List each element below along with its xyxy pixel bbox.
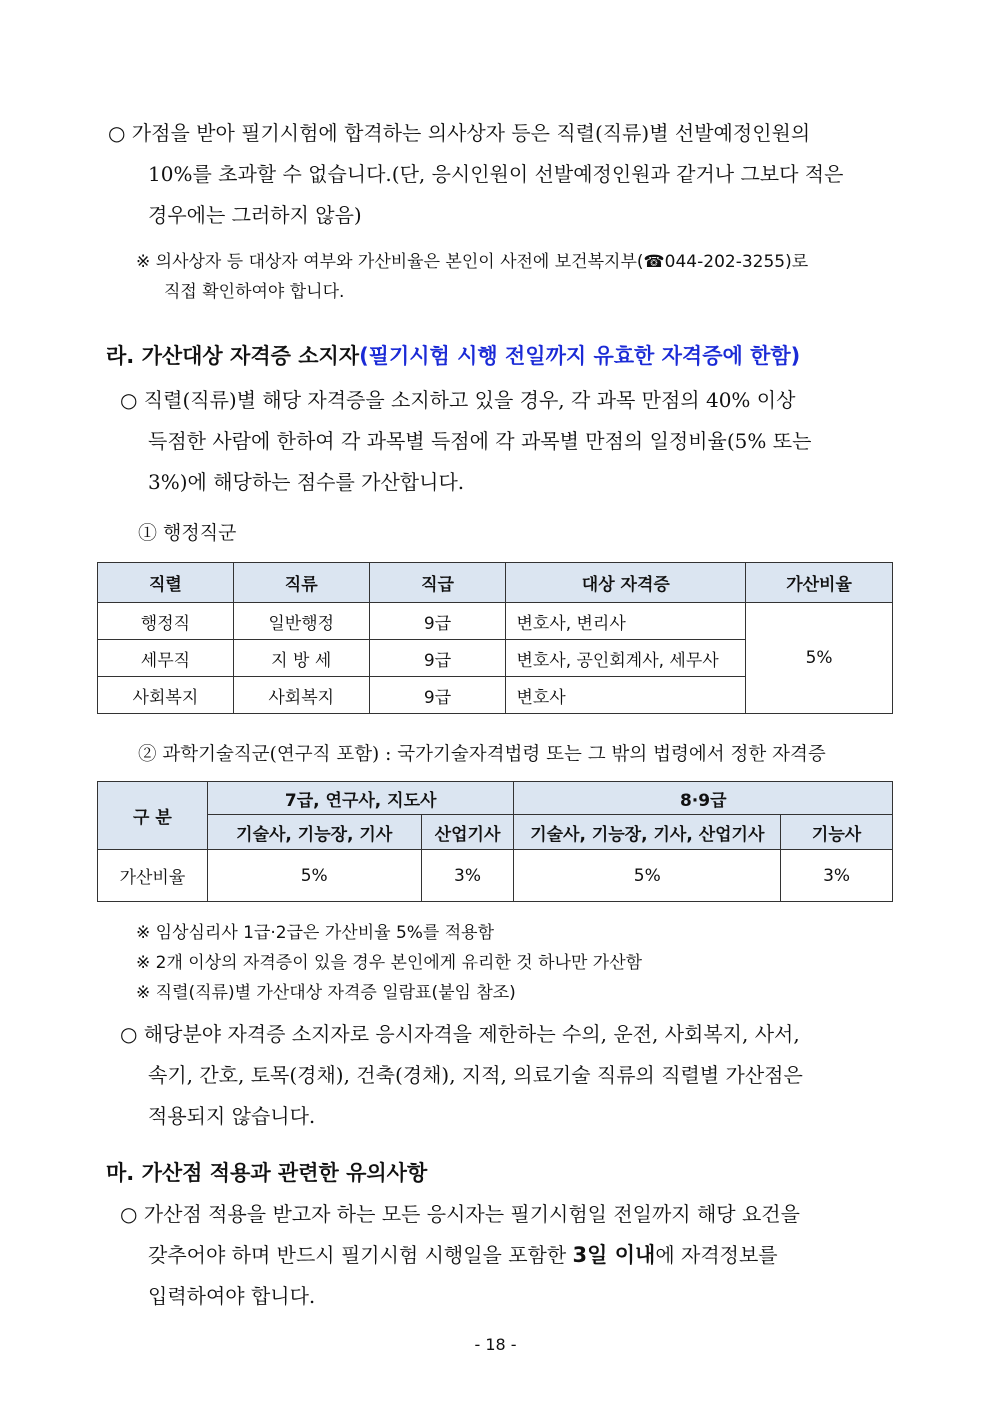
text-line: 속기, 간호, 토목(경채), 건축(경채), 지적, 의료기술 직류의 직렬별 가산점은 (148, 1063, 803, 1087)
table-cell: 9급 (369, 603, 506, 640)
note-line: 직접 확인하여야 합니다. (164, 282, 345, 302)
paragraph-merit-limit (108, 113, 896, 154)
table-cell: 변호사, 공인회계사, 세무사 (506, 640, 746, 677)
paragraph-cert-bonus-cont (148, 421, 896, 503)
text-segment: 에 자격정보를 (655, 1243, 778, 1267)
table-header: 직류 (233, 563, 369, 603)
table-cell: 5% (514, 850, 781, 902)
subheading-admin: ① 행정직군 (138, 522, 237, 544)
note-line: ※ 의사상자 등 대상자 여부와 가산비율은 본인이 사전에 보건복지부(☎044-202-3255)로 (136, 252, 809, 272)
table-science-certs (97, 781, 893, 902)
table-cell: 3% (421, 850, 514, 902)
table-cell: 세무직 (98, 640, 234, 677)
table-row-label: 가산비율 (98, 850, 208, 902)
table-header: 가산비율 (746, 563, 893, 603)
table-cell: 9급 (369, 677, 506, 714)
text-line: 적용되지 않습니다. (148, 1104, 316, 1128)
table-cell: 3% (781, 850, 893, 902)
text-line: 3%)에 해당하는 점수를 가산합니다. (148, 470, 465, 494)
text-line: ○ 가점을 받아 필기시험에 합격하는 의사상자 등은 직렬(직류)별 선발예정인원의 (108, 121, 811, 145)
table-cell: 사회복지 (233, 677, 369, 714)
text-line: 10%를 초과할 수 없습니다.(단, 응시인원이 선발예정인원과 같거나 그보다 적은 (148, 162, 844, 186)
note-line: ※ 2개 이상의 자격증이 있을 경우 본인에게 유리한 것 하나만 가산함 (136, 953, 643, 973)
section-heading-highlight: (필기시험 시행 전일까지 유효한 자격증에 한함) (359, 344, 801, 368)
note-verify (136, 247, 808, 307)
table-group-header: 7급, 연구사, 지도사 (207, 782, 514, 815)
table-row (98, 603, 893, 640)
section-heading-ra (106, 340, 800, 370)
table-cell: 9급 (369, 640, 506, 677)
table-subheader: 기술사, 기능장, 기사 (207, 815, 421, 850)
paragraph-cert-bonus (120, 380, 896, 421)
table-cell: 5% (207, 850, 421, 902)
table-header: 직급 (369, 563, 506, 603)
table-header: 대상 자격증 (506, 563, 746, 603)
text-line: ○ 직렬(직류)별 해당 자격증을 소지하고 있을 경우, 각 과목 만점의 40% 이상 (120, 388, 796, 412)
table-subheader: 기능사 (781, 815, 893, 850)
table-header: 직렬 (98, 563, 234, 603)
table-cell: 변호사, 변리사 (506, 603, 746, 640)
subheading-science: ② 과학기술직군(연구직 포함) : 국가기술자격법령 또는 그 밖의 법령에서 정한 자격증 (138, 744, 826, 765)
notes-cert (136, 918, 642, 1008)
emphasis-deadline: 3일 이내 (572, 1243, 656, 1267)
note-line: ※ 직렬(직류)별 가산대상 자격증 일람표(붙임 참조) (136, 983, 516, 1003)
text-segment: 갖추어야 하며 반드시 필기시험 시행일을 포함한 (148, 1243, 573, 1267)
table-corner-header: 구 분 (98, 782, 208, 850)
paragraph-deadline (120, 1194, 896, 1235)
section-heading-text: 라. 가산대상 자격증 소지자 (106, 344, 360, 368)
text-line (148, 1235, 896, 1276)
text-line: 득점한 사람에 한하여 각 과목별 득점에 각 과목별 만점의 일정비율(5% 또는 (148, 429, 812, 453)
paragraph-not-applicable (120, 1014, 896, 1055)
note-line: ※ 임상심리사 1급·2급은 가산비율 5%를 적용함 (136, 923, 495, 943)
table-cell: 변호사 (506, 677, 746, 714)
table-row (98, 850, 893, 902)
table-cell: 지 방 세 (233, 640, 369, 677)
text-line: ○ 해당분야 자격증 소지자로 응시자격을 제한하는 수의, 운전, 사회복지, 사서, (120, 1022, 800, 1046)
text-line: 경우에는 그러하지 않음) (148, 203, 362, 227)
paragraph-deadline-cont (148, 1235, 896, 1317)
table-subheader: 기술사, 기능장, 기사, 산업기사 (514, 815, 781, 850)
text-line: ○ 가산점 적용을 받고자 하는 모든 응시자는 필기시험일 전일까지 해당 요건을 (120, 1202, 800, 1226)
table-admin-certs (97, 562, 893, 714)
table-cell: 사회복지 (98, 677, 234, 714)
page-number: - 18 - (474, 1335, 517, 1354)
section-heading-ma: 마. 가산점 적용과 관련한 유의사항 (106, 1161, 428, 1185)
table-cell: 행정직 (98, 603, 234, 640)
table-group-header: 8·9급 (514, 782, 893, 815)
paragraph-not-applicable-cont (148, 1055, 896, 1137)
table-subheader: 산업기사 (421, 815, 514, 850)
rate-cell: 5% (746, 603, 893, 714)
text-line: 입력하여야 합니다. (148, 1284, 316, 1308)
paragraph-merit-limit-cont (148, 154, 896, 236)
table-cell: 일반행정 (233, 603, 369, 640)
